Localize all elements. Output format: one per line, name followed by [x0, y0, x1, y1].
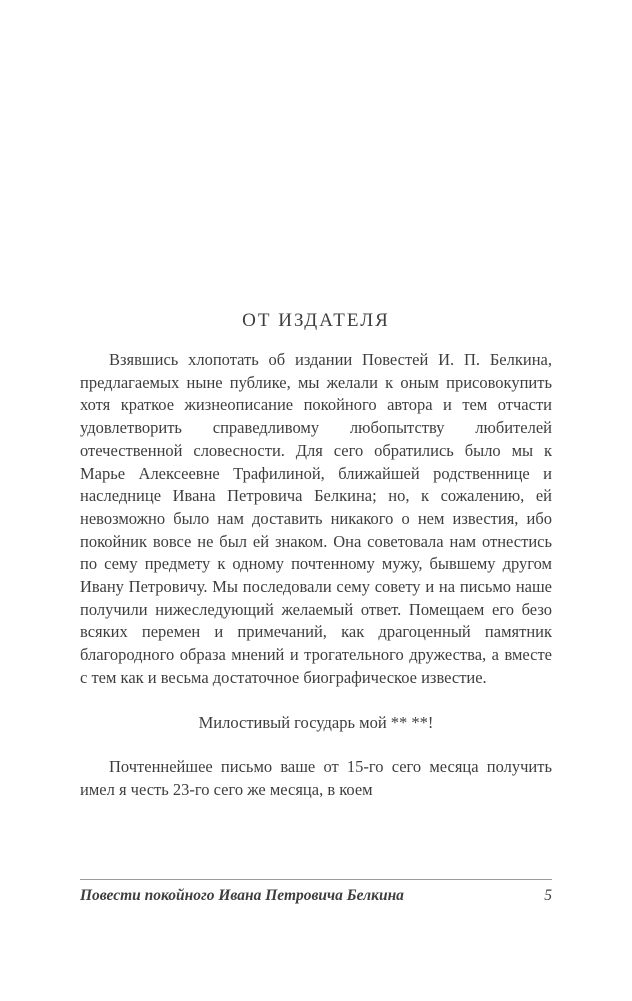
- salutation-line: Милостивый государь мой ** **!: [198, 712, 434, 732]
- body-paragraph-1: Взявшись хлопотать об издании Повестей И. П. Белкина, предлагаемых ныне публике, мы желали к оным присовокупить хотя краткое жизнеописание покойного автора и тем отчасти удовлетворить справедливому любопытству любителей отечественной словесности. Для сего обратились было мы к Марье Алексеевне Трафилиной, ближайшей родственнице и наследнице Ивана Петровича Белкина; но, к сожалению, ей невозможно было нам доставить никакого о нем известия, ибо покойник вовсе не был ей знаком. Она советовала нам отнестись по сему предмету к одному почтенному мужу, бывшему другом Ивану Петровичу. Мы последовали сему совету и на письмо наше получили нижеследующий желаемый ответ. Помещаем его безо всяких перемен и примечаний, как драгоценный памятник благородного образа мнений и трогательного дружества, а вместе с тем как и весьма достаточное биографическое известие.: [80, 350, 552, 687]
- footer-book-title: Повести покойного Ивана Петровича Белкина: [80, 887, 404, 904]
- page-footer: [80, 879, 552, 905]
- page-content: [80, 0, 552, 802]
- footer-page-number: 5: [544, 887, 552, 904]
- page-title: ОТ ИЗДАТЕЛЯ: [242, 310, 390, 331]
- body-paragraph-2: Почтеннейшее письмо ваше от 15-го сего месяца получить имел я честь 23-го сего же месяца, в коем: [80, 757, 552, 799]
